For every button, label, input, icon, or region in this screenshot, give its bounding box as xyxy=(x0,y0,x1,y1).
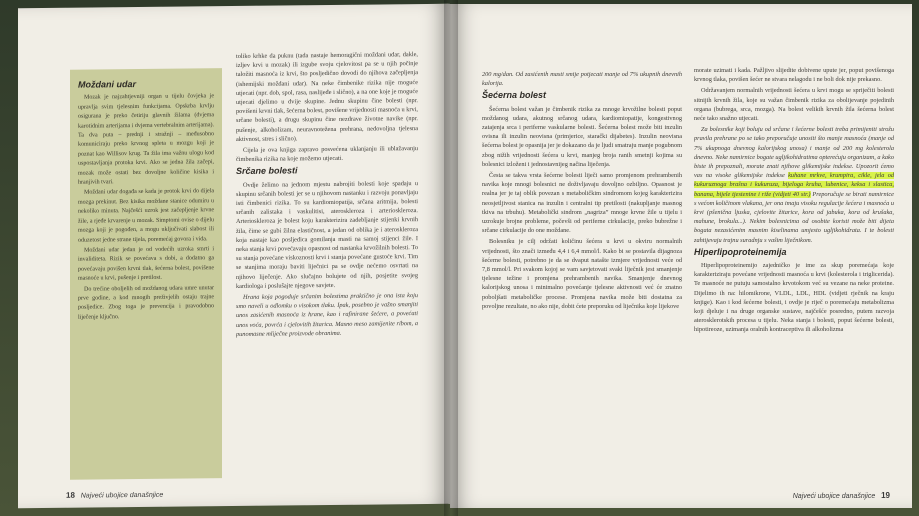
sidebar-box xyxy=(70,68,222,480)
body-paragraph: toliko krhke da puknu (tada nastaje hemoragični moždani udar, dakle, izljev krvi u mozak) ili izgube svoju cjelovitost pa se u njih počinje taložiti masnoća iz krvi, što posljedično dovodi do njihova začepljenja (ishemijski moždani udar). Na neke čimbenike rizika nije moguće utjecati (npr. dob, spol, rasa, naslijeđe i slično), a na one koje je moguće utjecati djelimo u dvije skupine. Jednu skupinu čine bolesti (npr. povišeni krvni tlak, šećerna bolest, povišene vrijednosti masnoća u krvi, srčane bolesti), a drugu skupinu čine nezdrave životne navike (npr. pušenje, alkoholizam, neuravnotežena prehrana, nedovoljna tjelesna aktivnost, stres i slično). xyxy=(236,51,418,143)
italic-note-text: Za bolesnike koji boluju od srčane i šećerne bolesti treba primijeniti strožu pravila prehrane po se tako preporučuje unositi što manje masnoća (manje od 7% ukupnoga dnevnog kalorijskog unosa) i manje od 200 mg kolesterola dnevno. Neke namirnice bogate ugljikohidratima opterećuju organizam, a kako biste ih prepoznali, morate znati njihove glikemijske indekse. Upozorit ćemo vas na visoke glikemijske indekse xyxy=(694,126,894,180)
section-heading-hiperlipoproteinemija: Hiperlipoproteinemija xyxy=(694,246,787,257)
running-title: Najveći ubojice današnjice xyxy=(80,491,164,500)
body-paragraph: morate uzimati i kada. Pažljivo slijedite dobivene upute jer, poput povišenoga krvnog tlaka, povišen šećer ne stvara nelagodu i ne boli dok nije prekasno. xyxy=(694,67,894,84)
page-number: 19 xyxy=(881,491,890,500)
italic-note: Hrana koja pogoduje srčanim bolestima praktično je ona ista koju smo naveli u odlomku o visokom tlaku. Ipak, posebno je važno smanjiti unos zasićenih masnoća iz hrane, kao i rafinirane šećere, a povećati unos voća, povrća i cjelovitih žitarica. Masno meso zamijenite ribom, a punomasne mliječne proizvode obranima. xyxy=(236,292,418,338)
intro-note: 200 mg/dan. Od zasićenih masti smije potjecati manje od 7% ukupnih dnevnih kalorija. xyxy=(482,71,682,88)
sidebar-paragraph: Do trećine oboljelih od moždanog udara umre unutar prve godine, a kod mnogih preživjelih ostaju trajne posljedice. Zbog toga je prevencija i pravodobno liječenje ključno. xyxy=(78,284,214,321)
italic-diet-note xyxy=(694,125,894,245)
book-spine-fold xyxy=(444,0,458,516)
page-number: 18 xyxy=(66,490,75,500)
right-footer xyxy=(793,491,890,500)
section-heading-secerna-bolest: Šećerna bolest xyxy=(482,90,547,101)
body-paragraph: Hiperlipoproteinemijo zajedničko je ime za skup poremećaja koje karakteriziraju povećane vrijednosti masnoća u krvi (kolesterola i triglicerida). Te masnoće ne putuju samostalno krvotokom već su vezane na neke proteine. Dijelimo ih na: hilomikrone, VLDL, LDL, HDL (vidjeti rječnik na kraju knjige). Kao i kod šećerne bolesti, i ovdje je riječ o poremećaju metabolizma koji djeluje i na druge organske sustave, najčešće posredno, putem razvoja aterosklerotskih procesa u tijelu. Neka stanja i bolesti, poput šećerne bolesti, hipotireoze, uzimanja oralnih kontraceptiva ili alkoholizma xyxy=(694,262,894,334)
highlighted-text: kuhane mrkve, krumpira, cikle, jela od kukuruznoga brašna i kukuruza, bijeloga kruha, lubenice, keksa i slastica, banana, bijele tjestenine i riže (vidjeti 40 str.) xyxy=(694,172,894,198)
sidebar-paragraph: Moždani udar jedan je od vodećih uzroka smrti i invaliditeta. Rizik se povećava s dobi, a dodatno ga povećavaju povišen krvni tlak, šećerna bolest, povišene masnoće u krvi, pušenje i pretilost. xyxy=(78,246,214,282)
right-text-column-2 xyxy=(694,66,894,490)
body-paragraph: Šećerna bolest važan je čimbenik rizika za mnoge krvožilne bolesti poput moždanog udara, akutnog srčanog udara, kardiomiopatije, kongestivnog zatajenja srca i periferne vaskularne bolesti. Šećerna bolest može biti inzulin ovisna ili inzulin neovisna (primjerice, starački dijabetes). Inzulin neovisna šećerna bolest je opasnija jer je dokazano da je ljudi smatraju manje pogubnom zbog nižih vrijednosti šećera u krvi, manjeg broja ranih smetnji kojima su bolesnici izloženi i jednostavnijeg načina liječenja. xyxy=(482,105,682,168)
body-paragraph: Održavanjem normalnih vrijednosti šećera u krvi mogu se spriječiti bolesti sitnijih krvnih žila, koje su važan čimbenik rizika za obolijevanje pojedinih organa (bubrega, srca, mozga). Na bolest velikih krvnih žila šećerna bolest neće tako snažno utjecati. xyxy=(694,87,894,123)
left-page xyxy=(18,4,450,509)
sidebar-paragraph: Mozak je najzahtjevniji organ u tijelu čovjeka je upravlja svim tjelesnim funkcijama. Opskrba krvlju osigurana je preko četiriju glavnih žilama (dvjema karotidnim arterijama i dvjema vertebralnim arterijama). Ta dva puta – prednji i stražnji – međusobno komuniciraju preko krvnog spleta u mozgu koji je poznat kao Willisov krug. Ta žila ima važnu ulogu kod uspostavljanja protoka krvi. Ako se jedna žila začepi, mozak može ostati bez dovoljne količine kisika i hranjivih tvari. xyxy=(78,93,214,186)
body-paragraph: Česta se takva vrsta šećerne bolesti liječi samo promjenom prehrambenih navika koje mnogi bolesnici ne doživljavaju dovoljno ozbiljno. Opasnost je realna jer je taj oblik povezan s metaboličkim sindromom kojeg karakterizira neosjetljivost stanica na inzulin i centralni tip pretilosti (nakupljanje masnog tkiva na trbuhu). Metabolički sindrom „nagriza” mnoge krvne žile u tijelu i uzrokuje brojne probleme, počevši od periferne cirkulacije, preko bubrežne i srčane cirkulacije do one moždane. xyxy=(482,172,682,235)
sidebar-heading: Moždani udar xyxy=(78,79,136,90)
body-paragraph: Ovdje želimo na jednom mjestu nabrojiti bolesti koje spadaju u skupinu srčanih bolesti jer se u njihovom nastanku i razvoju ponavljaju isti čimbenici rizika. To su kardiomiopatija, srčana aritmija, bolesti srčanih zalistaka i vaskulitisi, ateroskleroza i arterioskleroza. Arterioskleroza je bolest koju karakterizira zadebljanje stijenki krvnih žila, čime se gubi žilna elastičnost, a jedan od oblika je i ateroskleroza koja nastaje kao posljedica gomilanja masti na samoj stijenci žile. I neka stanja krvi povećavaju opasnost od nastanka krvožilnih bolesti. To su stanja povećane viskoznosti krvi i stanja povećane gustoće krvi. Tim se stanjima moraju baviti liječnici pa se ovdje nećemo osvrtati na njihovo liječenje. Ako slučajno bolujete od njih, posjetite svojeg kardiologa i poslušajte njegove savjete. xyxy=(236,179,418,290)
running-title: Najveći ubojice današnjice xyxy=(792,493,876,500)
right-text-column-1 xyxy=(482,70,682,490)
sidebar-paragraph: Moždani udar događa se kada je protok krvi do dijela mozga prekinut. Bez kisika moždane stanice odumiru u nekoliko minuta. Najčešći uzrok jest začepljenje krvne žile, a rjeđe krvarenje u mozak. Simptomi ovise o dijelu mozga koji je pogođen, a mogu uključivati slabost ili oduzetost jedne strane tijela, poremećaj govora i vida. xyxy=(78,188,214,244)
body-paragraph: Bolesniku je cilj održati količinu šećera u krvi u okviru normalnih vrijednosti, što znači između 4,4 i 6,4 mmol/l. Kako bi se postavila dijagnoza šećerne bolesti, potrebno je da se dvaput natašte izmjere vrijednosti veće od 7,8 mmol/l. Pri svakom kojoj se vam savjetovati svaki liječnik jest smanjenje tjelesne težine i promjena prehrambenih navika. Smanjenje dnevnog kalorijskog unosa i minimalno povećanje tjelesne aktivnosti već će znatno poboljšati metaboličke procese. Promjena navika može biti dostatna za povoljne rezultate, no ako nije, dobit ćete preporuku od liječnika koje lijekove xyxy=(482,238,682,310)
section-heading-srcane-bolesti: Srčane bolesti xyxy=(236,165,298,177)
italic-note-text: Preporučuje se birati namirnice s većom količinom vlakana, jer ona imaju visoku regulacije šećera i masnoća u krvi (pšenična ljuska, cjelovite žitarice, kora od jabuka, kora od krušaka, mahune, brokula...). Nekim bolesnicima od osobite koristi može biti dijeta bogata nezasićenim masnim kiselinama umjesto ugljikohidrata. I te bolesti zahtijevaju trajnu suradnju s vašim liječnikom. xyxy=(694,190,894,244)
right-page xyxy=(450,4,912,508)
body-paragraph: Cijela je ova knjiga zapravo posvećena uklanjanju ili ublažavanju čimbenika rizika na koje možemo utjecati. xyxy=(236,145,418,164)
left-footer xyxy=(66,490,163,500)
left-text-column xyxy=(236,50,418,477)
